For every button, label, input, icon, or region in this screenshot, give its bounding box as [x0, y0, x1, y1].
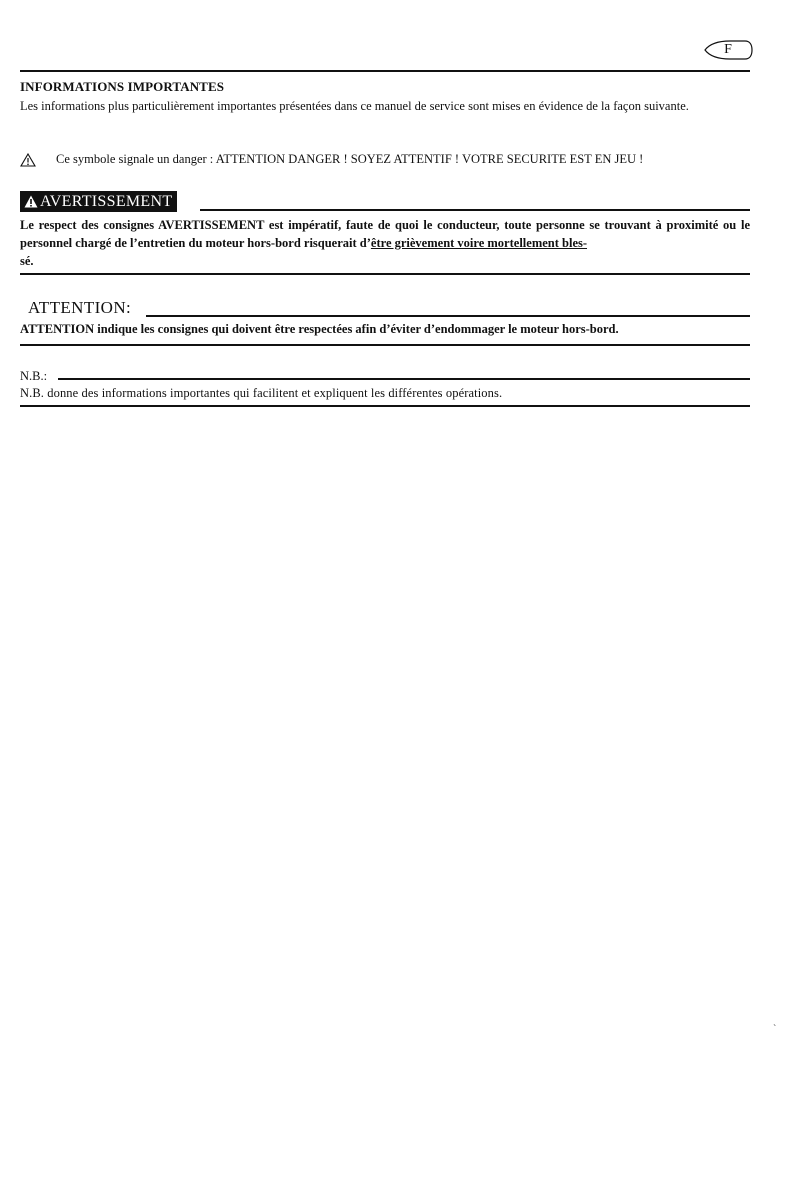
avertissement-text	[20, 216, 750, 270]
nb-label: N.B.:	[20, 369, 48, 383]
attention-label-rule	[146, 315, 750, 317]
nb-label-rule	[58, 378, 750, 380]
section-title: INFORMATIONS IMPORTANTES	[20, 79, 225, 94]
language-badge	[703, 40, 753, 60]
avertissement-text-underlined: être grièvement voire mortellement bles-	[370, 236, 588, 250]
margin-mark: `	[773, 1024, 777, 1035]
warning-triangle-icon	[24, 195, 38, 208]
attention-bottom-rule	[20, 344, 750, 346]
avertissement-text-main: Le respect des consignes AVERTISSEMENT est impératif, faute de quoi le conducteur, toute personne se trouvant à proximité ou le personnel chargé de l’entretien du moteur hors-bord risquerait d’	[20, 218, 750, 250]
language-badge-letter: F	[724, 42, 732, 57]
avertissement-label-text: AVERTISSEMENT	[40, 193, 173, 210]
attention-label: ATTENTION:	[28, 298, 132, 317]
danger-text: Ce symbole signale un danger : ATTENTION DANGER ! SOYEZ ATTENTIF ! VOTRE SECURITE EST EN JEU !	[56, 152, 644, 166]
nb-bottom-rule	[20, 405, 750, 407]
danger-symbol-row	[20, 152, 750, 167]
intro-paragraph: Les informations plus particulièrement importantes présentées dans ce manuel de service sont mises en évidence de la façon suivante.	[20, 99, 689, 113]
avertissement-text-end: sé.	[20, 254, 34, 268]
avertissement-label-rule	[200, 209, 750, 211]
avertissement-label	[20, 191, 177, 212]
header-rule	[20, 70, 750, 72]
nb-text: N.B. donne des informations importantes qui facilitent et expliquent les différentes opérations.	[20, 386, 503, 400]
attention-text: ATTENTION indique les consignes qui doivent être respectées afin d’éviter d’endommager le moteur hors-bord.	[20, 322, 619, 336]
warning-triangle-icon	[20, 153, 36, 167]
avertissement-bottom-rule	[20, 273, 750, 275]
